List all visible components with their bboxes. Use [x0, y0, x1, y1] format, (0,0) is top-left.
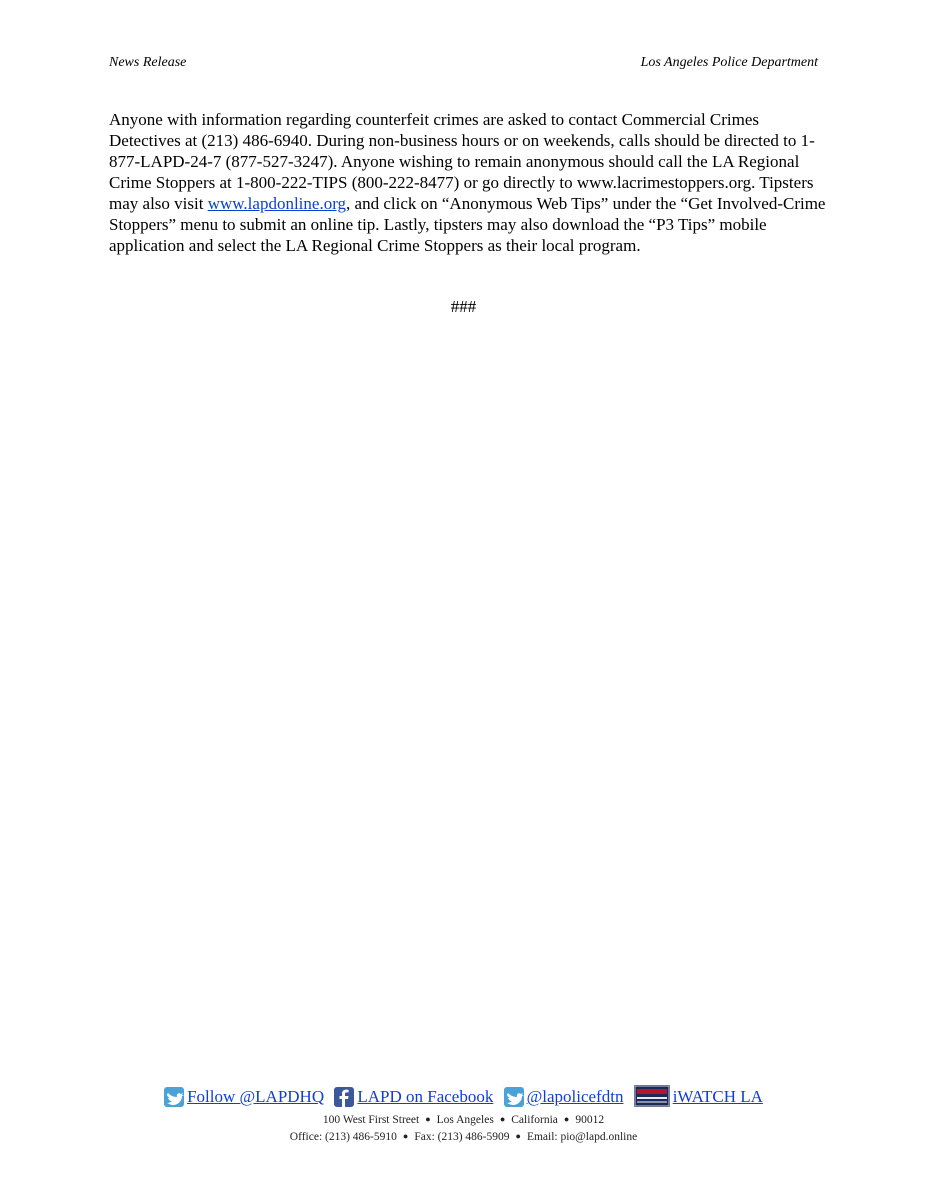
- end-marks: ###: [450, 297, 477, 316]
- contact-email: Email: pio@lapd.online: [526, 1131, 638, 1143]
- header-news-release: News Release: [109, 55, 187, 70]
- footer-contact: [0, 1131, 927, 1143]
- bullet-icon: ●: [515, 1131, 521, 1141]
- address-zip: 90012: [575, 1114, 605, 1126]
- bullet-icon: ●: [563, 1114, 570, 1124]
- footer-address: [0, 1114, 927, 1126]
- twitter-icon: [504, 1087, 524, 1107]
- lapolicefdtn-link[interactable]: [504, 1087, 624, 1107]
- follow-lapdhq-link[interactable]: [164, 1087, 324, 1107]
- bullet-icon: ●: [402, 1131, 409, 1141]
- body-text-part1: Anyone with information regarding counterfeit crimes are asked to contact Commercial Crimes Detectives at (213) 486-6940. During non-business hours or on weekends, calls should be directed to 1-877-LAPD-24-7 (877-527-3247). Anyone wishing to remain anonymous should call the LA Regional Crime Stoppers at 1-800-222-TIPS (800-222-8477) or go directly to www.lacrimestoppers.org. Tipsters may also visit: [109, 110, 815, 213]
- lapdonline-link[interactable]: www.lapdonline.org: [207, 194, 347, 213]
- bullet-icon: ●: [499, 1114, 506, 1124]
- header-department: Los Angeles Police Department: [640, 55, 818, 70]
- follow-lapdhq-label: Follow @LAPDHQ: [187, 1087, 325, 1106]
- iwatch-la-label: iWATCH LA: [672, 1087, 763, 1106]
- lapolicefdtn-label: @lapolicefdtn: [526, 1087, 624, 1106]
- iwatch-icon: [634, 1085, 670, 1107]
- page-header: [109, 55, 818, 75]
- facebook-icon: [334, 1087, 354, 1107]
- bullet-icon: ●: [425, 1114, 431, 1124]
- address-street: 100 West First Street: [322, 1114, 420, 1126]
- body-paragraph: [109, 109, 829, 256]
- contact-fax: Fax: (213) 486-5909: [414, 1131, 510, 1143]
- lapd-facebook-label: LAPD on Facebook: [357, 1087, 494, 1106]
- twitter-icon: [164, 1087, 184, 1107]
- contact-office: Office: (213) 486-5910: [289, 1131, 397, 1143]
- body-text-part2: , and click on “Anonymous Web Tips” under the “Get Involved-Crime Stoppers” menu to submit an online tip. Lastly, tipsters may also download the “P3 Tips” mobile application and select the LA Regional Crime Stoppers as their local program.: [109, 194, 826, 255]
- footer-social-links: [0, 1085, 927, 1107]
- iwatch-la-link[interactable]: [634, 1085, 763, 1107]
- lapd-facebook-link[interactable]: [334, 1087, 493, 1107]
- address-city: Los Angeles: [436, 1114, 494, 1126]
- address-state: California: [511, 1114, 558, 1126]
